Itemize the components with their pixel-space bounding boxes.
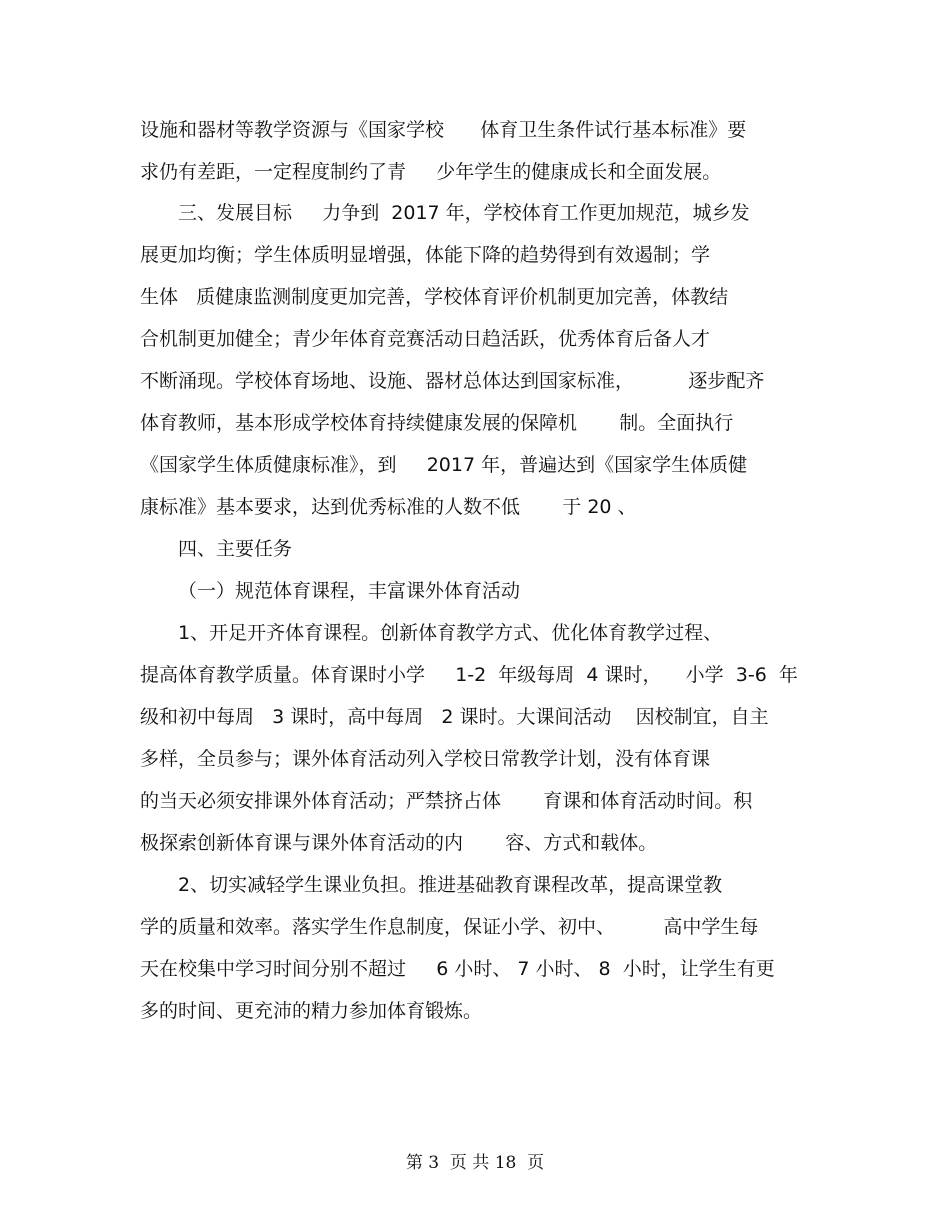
paragraph-line: 学的质量和效率。落实学生作息制度，保证小学、初中、 高中学生每 <box>140 916 759 938</box>
page-number-footer: 第 3 页 共 18 页 <box>405 1153 545 1173</box>
paragraph-line: 康标准》基本要求，达到优秀标准的人数不低 于 20 、 <box>140 496 637 518</box>
paragraph-line: 2、切实减轻学生课业负担。推进基础教育课程改革，提高课堂教 <box>178 874 723 896</box>
paragraph-line: 不断涌现。学校体育场地、设施、器材总体达到国家标准， 逐步配齐 <box>140 370 765 392</box>
paragraph-line: 级和初中每周 3 课时，高中每周 2 课时。大课间活动 因校制宜，自主 <box>140 706 769 728</box>
paragraph-line: 天在校集中学习时间分别不超过 6 小时、 7 小时、 8 小时，让学生有更 <box>140 958 775 980</box>
paragraph-line: 设施和器材等教学资源与《国家学校 体育卫生条件试行基本标准》要 <box>140 119 747 141</box>
paragraph-line: 提高体育教学质量。体育课时小学 1-2 年级每周 4 课时， 小学 3-6 年 <box>140 664 798 686</box>
section-heading: 四、主要任务 <box>178 538 293 560</box>
paragraph-line: 1、开足开齐体育课程。创新体育教学方式、优化体育教学过程、 <box>178 622 723 644</box>
paragraph-line: 求仍有差距，一定程度制约了青 少年学生的健康成长和全面发展。 <box>140 161 722 183</box>
paragraph-line: 三、发展目标 力争到 2017 年，学校体育工作更加规范，城乡发 <box>178 202 750 224</box>
paragraph-line: 《国家学生体质健康标准》，到 2017 年，普遍达到《国家学生体质健 <box>140 454 748 476</box>
subsection-heading: （一）规范体育课程，丰富课外体育活动 <box>178 580 521 602</box>
paragraph-line: 多的时间、更充沛的精力参加体育锻炼。 <box>140 1000 483 1022</box>
paragraph-line: 极探索创新体育课与课外体育活动的内 容、方式和载体。 <box>140 832 658 854</box>
paragraph-line: 的当天必须安排课外体育活动；严禁挤占体 育课和体育活动时间。积 <box>140 790 753 812</box>
paragraph-line: 展更加均衡；学生体质明显增强，体能下降的趋势得到有效遏制；学 <box>140 244 711 266</box>
paragraph-line: 生体 质健康监测制度更加完善，学校体育评价机制更加完善，体教结 <box>140 286 729 308</box>
paragraph-line: 合机制更加健全；青少年体育竞赛活动日趋活跃，优秀体育后备人才 <box>140 328 711 350</box>
paragraph-line: 多样，全员参与；课外体育活动列入学校日常教学计划，没有体育课 <box>140 748 711 770</box>
paragraph-line: 体育教师，基本形成学校体育持续健康发展的保障机 制。全面执行 <box>140 412 734 434</box>
